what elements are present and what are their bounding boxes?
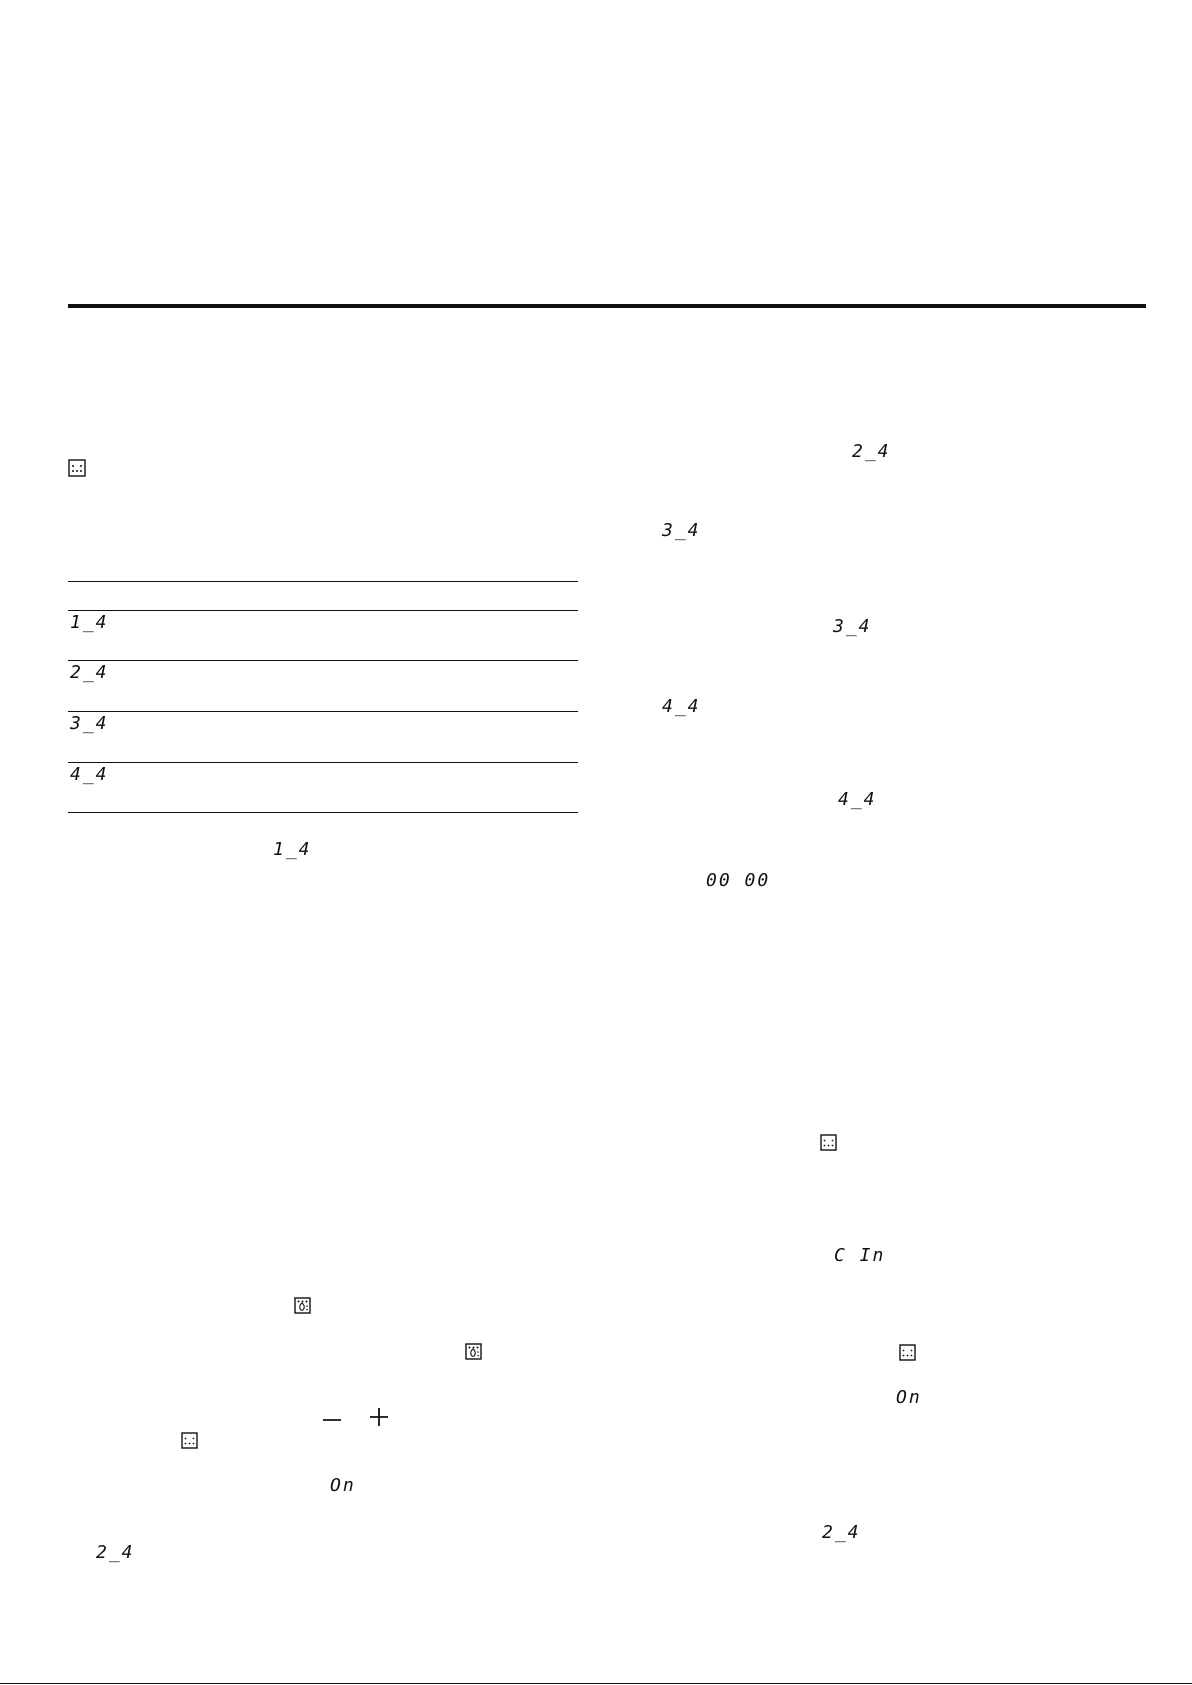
table-code-2: 2_4 (70, 662, 109, 683)
table-code-3: 3_4 (70, 713, 109, 734)
plus-icon (369, 1407, 389, 1427)
timer-display: 00 00 (706, 870, 771, 891)
display-code: C In (834, 1245, 886, 1266)
descale-icon (68, 459, 86, 477)
table-rule-bottom (68, 812, 578, 813)
display-code: On (896, 1387, 922, 1408)
table-rule (68, 711, 578, 712)
descale-icon (181, 1432, 198, 1449)
descale-icon (899, 1344, 916, 1361)
header-rule (68, 304, 1146, 308)
table-rule (68, 610, 578, 611)
table-code-4: 4_4 (70, 764, 109, 785)
display-code: 4_4 (662, 696, 701, 717)
footer-rule (0, 1683, 1192, 1684)
display-code: 2_4 (96, 1542, 135, 1563)
cleaning-program-icon (294, 1297, 311, 1314)
table-code-1: 1_4 (70, 612, 109, 633)
display-code: 1_4 (273, 839, 312, 860)
table-rule (68, 762, 578, 763)
table-rule (68, 660, 578, 661)
display-code: 3_4 (662, 520, 701, 541)
cleaning-program-icon (465, 1343, 482, 1360)
minus-icon (322, 1410, 342, 1430)
display-code: 3_4 (833, 616, 872, 637)
display-code: 2_4 (822, 1522, 861, 1543)
display-code: On (330, 1475, 356, 1496)
display-code: 4_4 (838, 789, 877, 810)
descale-icon (820, 1134, 837, 1151)
display-code: 2_4 (852, 441, 891, 462)
table-rule-top (68, 581, 578, 582)
